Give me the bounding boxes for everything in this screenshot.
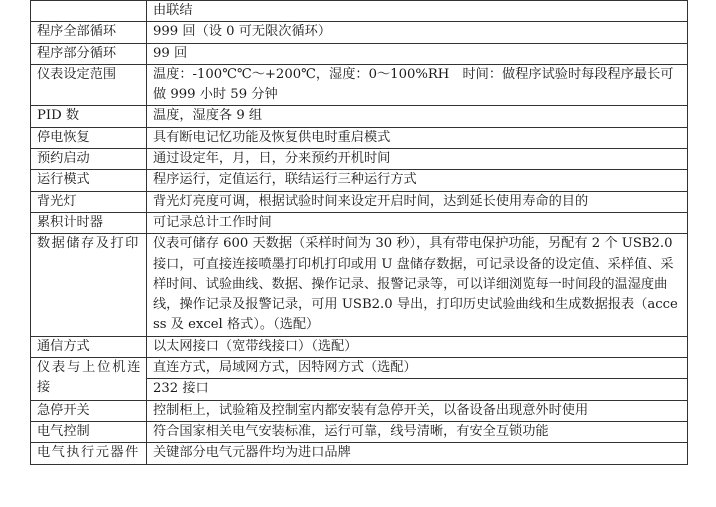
- row-label: 通信方式: [31, 336, 147, 357]
- row-value: 符合国家相关电气安装标准，运行可靠，线号清晰，有安全互锁功能: [147, 421, 688, 442]
- row-label: 仪表与上位机连接: [31, 358, 147, 401]
- row-label: 急停开关: [31, 400, 147, 421]
- table-row: [31, 400, 688, 421]
- row-value: 232 接口: [147, 379, 688, 400]
- row-value: 背光灯亮度可调，根据试验时间来设定开启时间，达到延长使用寿命的目的: [147, 191, 688, 212]
- table-row: [31, 170, 688, 191]
- row-value: 通过设定年，月，日，分来预约开机时间: [147, 149, 688, 170]
- row-value: 可记录总计工作时间: [147, 212, 688, 233]
- row-label: 数据储存及打印: [31, 234, 147, 336]
- row-value: 具有断电记忆功能及恢复供电时重启模式: [147, 127, 688, 148]
- row-value: 999 回（设 0 可无限次循环）: [147, 22, 688, 43]
- row-label: 累积计时器: [31, 212, 147, 233]
- table-row: [31, 191, 688, 212]
- table-row: [31, 64, 688, 106]
- table-row: [31, 1, 688, 22]
- row-value: 直连方式，局域网方式，因特网方式（选配）: [147, 358, 688, 379]
- table-row: [31, 234, 688, 336]
- table-row: [31, 212, 688, 233]
- row-label: 停电恢复: [31, 127, 147, 148]
- row-value: 99 回: [147, 43, 688, 64]
- row-label: 仪表设定范围: [31, 64, 147, 106]
- table-row: [31, 336, 688, 357]
- table-row: [31, 358, 688, 379]
- table-row: [31, 22, 688, 43]
- row-value: 控制柜上，试验箱及控制室内都安装有急停开关，以备设备出现意外时使用: [147, 400, 688, 421]
- row-label: [31, 1, 147, 22]
- table-row: [31, 149, 688, 170]
- row-label: 电气执行元器件: [31, 443, 147, 464]
- row-label: PID 数: [31, 106, 147, 127]
- row-label: 电气控制: [31, 421, 147, 442]
- row-value: 由联结: [147, 1, 688, 22]
- table-row: [31, 43, 688, 64]
- row-label: 背光灯: [31, 191, 147, 212]
- spec-table: [30, 0, 688, 465]
- row-label: 运行模式: [31, 170, 147, 191]
- row-value: 仪表可储存 600 天数据（采样时间为 30 秒），具有带电保护功能，另配有 2 个 USB2.0 接口，可直接连接喷墨打印机打印或用 U 盘储存数据，可记录设备的设定值、采样值、采样时间、试验曲线、数据、操作记录、报警记录等，可以详细浏览每一时间段的温湿度曲线，操作记录及报警记录，可用 USB2.0 导出，打印历史试验曲线和生成数据报表（access 及 excel 格式）。（选配）: [147, 234, 688, 336]
- row-value: 关键部分电气元器件均为进口品牌: [147, 443, 688, 464]
- table-row: [31, 421, 688, 442]
- row-label: 预约启动: [31, 149, 147, 170]
- row-label: 程序全部循环: [31, 22, 147, 43]
- table-row: [31, 106, 688, 127]
- row-value: 温度，湿度各 9 组: [147, 106, 688, 127]
- table-row: [31, 443, 688, 464]
- row-value: 以太网接口（宽带线接口）（选配）: [147, 336, 688, 357]
- row-label: 程序部分循环: [31, 43, 147, 64]
- row-value: 温度：-100℃℃～+200℃，湿度：0～100%RH 时间：做程序试验时每段程序最长可做 999 小时 59 分钟: [147, 64, 688, 106]
- table-row: [31, 127, 688, 148]
- row-value: 程序运行，定值运行，联结运行三种运行方式: [147, 170, 688, 191]
